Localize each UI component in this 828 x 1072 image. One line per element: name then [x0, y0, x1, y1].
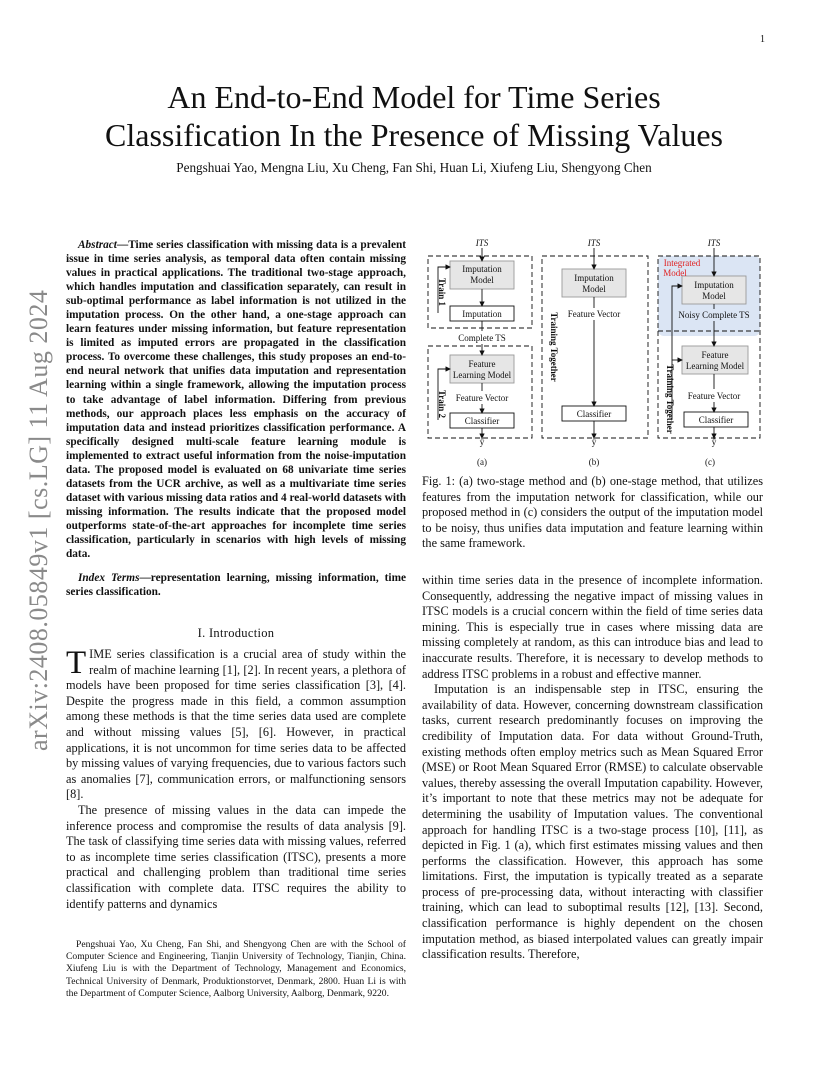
- feature-vector-label-b: Feature Vector: [567, 309, 621, 319]
- feature-label-c: Feature: [701, 350, 729, 360]
- imputation-model-label-a: Imputation: [462, 264, 502, 274]
- intro-paragraph-2: The presence of missing values in the data can impede the inference process and compromise the results of data analysis [9]. The task of classifying time series data with missing values, referred to as incomplete time series classification (ITSC), presents a more practical and challenging problem than traditional time series classification with complete data. ITSC requires the ability to identify patterns and dynamics: [66, 802, 406, 911]
- title-line-1: An End-to-End Model for Time Series: [167, 79, 661, 115]
- imputation-model-label-a-2: Model: [470, 275, 494, 285]
- integrated-model-word: Model: [663, 268, 687, 278]
- arxiv-identifier: arXiv:2408.05849v1 [cs.LG] 11 Aug 2024: [24, 289, 53, 751]
- right-column-body: [422, 573, 763, 963]
- author-footnote: Pengshuai Yao, Xu Cheng, Fan Shi, and Shengyong Chen are with the School of Computer Science and Engineering, Tianjin University of Technology, Tianjin, China. Xiufeng Liu is with the Department of Technology, Management and Economics, Technical University of Denmark, Produktionstorvet, Denmark, 2800. Huan Li is with the Department of Computer Science, Aalborg University, Aalborg, Denmark, 9220.: [66, 939, 406, 999]
- abstract: [66, 238, 406, 561]
- integrated-label: Integrated: [663, 258, 701, 268]
- introduction-body: [66, 647, 406, 912]
- classifier-label-a: Classifier: [464, 416, 500, 426]
- abstract-text: —Time series classification with missing data is a prevalent issue in time series analysis, as temporal data often contain missing values in practical applications. The traditional two-stage approach, which handles imputation and classification separately, can result in sub-optimal performance as label information is not utilized in the imputation process. On the other hand, a one-stage approach can learn features under missing information, but feature representation is limited as imputed errors are propagated in the classification process. To overcome these challenges, this study proposes an end-to-end neural network that unifies data imputation and representation learning within a single framework, allowing the imputation process to take advantage of label information. Differing from previous methods, our approach places less emphasis on the accuracy of imputation data and instead prioritizes classification performance. A specifically designed multi-scale feature learning module is implemented to extract useful information from the noise-imputation data. The proposed model is evaluated on 68 univariate time series datasets from the UCR archive, as well as a multivariate time series dataset with various missing data ratios and 4 real-world datasets with missing information. The results indicate that the proposed model outperforms state-of-the-art approaches for incomplete time series classification, particularly in scenarios with high levels of missing data.: [66, 239, 406, 561]
- subfigure-label-c: (c): [705, 457, 715, 467]
- learning-model-label-a: Learning Model: [452, 370, 512, 380]
- drop-cap: T: [66, 645, 87, 681]
- feature-label-a: Feature: [468, 359, 496, 369]
- training-together-label-b: Training Together: [549, 312, 559, 382]
- paper-title: [60, 78, 768, 154]
- train1-label: Train 1: [437, 277, 447, 307]
- section-heading: I. Introduction: [197, 626, 275, 640]
- train2-label: Train 2: [437, 389, 447, 419]
- authors: Pengshuai Yao, Mengna Liu, Xu Cheng, Fan Shi, Huan Li, Xiufeng Liu, Shengyong Chen: [176, 160, 652, 175]
- index-terms: [66, 571, 406, 599]
- page-number: 1: [760, 34, 765, 45]
- imputation-model-label-c: Imputation: [694, 280, 734, 290]
- right-paragraph-1: within time series data in the presence of incomplete information. Consequently, addressing the negative impact of missing values in ITSC models is a crucial concern within the field of time series data mining. This is especially true in cases where missing data are missing completely at random, as this can introduce bias and lead to inaccurate results. Therefore, it is necessary to develop methods to address ITSC problems in a robust and effective manner.: [422, 573, 763, 681]
- intro-paragraph-1: [66, 647, 406, 803]
- figure-1-diagram: [420, 234, 766, 470]
- classifier-label-b: Classifier: [576, 409, 612, 419]
- right-paragraph-2: Imputation is an indispensable step in ITSC, ensuring the availability of data. However, concerning downstream classification tasks, current research predominantly focuses on improving the credibility of Imputation data. For data without Ground-Truth, existing methods often employ metrics such as Mean Squared Error (MSE) or Root Mean Squared Error (RMSE) to calculate observable values, thereby assessing the overall Imputation capability. However, it’s important to note that these metrics may not be adequate for determining the usability of Imputation values. The conventional approach for handling ITSC is a two-stage process [10], [11], as depicted in Fig. 1 (a), which first estimates missing values and then performs the classification. However, this approach has some limitations. First, the imputation is typically treated as a separate process of pre-processing data, without interacting with classifier training, which can lead to suboptimal results [12], [13]. Second, classification performance is highly dependent on the chosen imputation method, as biased interpolated values can greatly impair classification results. Therefore,: [422, 682, 763, 962]
- intro-paragraph-1-text: IME series classification is a crucial area of study within the realm of machine learning [1], [2]. In recent years, a plethora of models have been proposed for time series classification [3], [4]. Despite the progress made in this field, a common assumption among these methods is that the time series data used are complete and without missing values [5], [6]. However, in practical applications, it is not uncommon for time series data to be affected by missing values of varying frequencies, due to various factors such as anomalies [7], communication errors, or malfunctioning sensors [8].: [66, 647, 406, 802]
- its-label-a: ITS: [475, 238, 489, 248]
- index-terms-text: —representation learning, missing information, time series classification.: [66, 572, 406, 599]
- imputation-model-label-b-2: Model: [582, 284, 606, 294]
- abstract-label: Abstract: [78, 239, 117, 251]
- figure-caption: Fig. 1: (a) two-stage method and (b) one-stage method, that utilizes features from the imputation network for classification, while our proposed method in (c) considers the output of the imputation model to be noisy, thus unifies data imputation and feature learning within the same framework.: [422, 474, 763, 551]
- training-together-label-c: Training Together: [665, 364, 675, 434]
- yhat-label-a: ŷ: [479, 437, 485, 447]
- learning-model-label-c: Learning Model: [685, 361, 745, 371]
- subfigure-label-a: (a): [477, 457, 487, 467]
- imputation-label-a: Imputation: [462, 309, 502, 319]
- title-line-2: Classification In the Presence of Missing Values: [105, 117, 723, 153]
- yhat-label-b: ŷ: [591, 437, 597, 447]
- imputation-model-label-b: Imputation: [574, 273, 614, 283]
- noisy-complete-ts-label: Noisy Complete TS: [678, 310, 750, 320]
- index-terms-label: Index Terms: [78, 572, 140, 584]
- complete-ts-label: Complete TS: [458, 333, 506, 343]
- classifier-label-c: Classifier: [698, 415, 734, 425]
- its-label-b: ITS: [587, 238, 601, 248]
- its-label-c: ITS: [707, 238, 721, 248]
- imputation-model-label-c-2: Model: [702, 291, 726, 301]
- yhat-label-c: ŷ: [711, 437, 717, 447]
- feature-vector-label-a: Feature Vector: [455, 393, 509, 403]
- subfigure-label-b: (b): [588, 457, 600, 467]
- feature-vector-label-c: Feature Vector: [687, 391, 741, 401]
